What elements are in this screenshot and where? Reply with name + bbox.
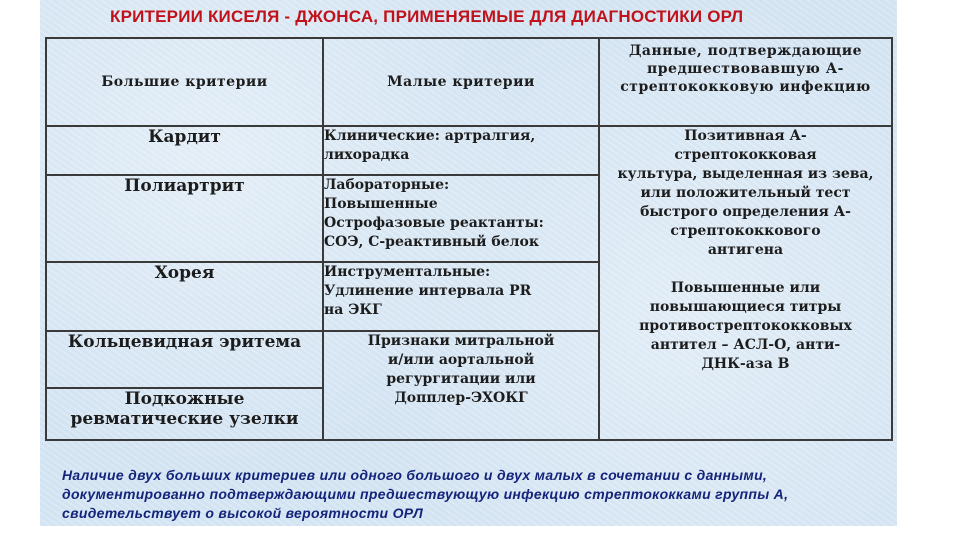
table-row: [46, 126, 892, 175]
header-evidence: Данные, подтверждающие предшествовавшую А-стрептококковую инфекцию: [599, 38, 892, 126]
footer-note: Наличие двух больших критериев или одного большого и двух малых в сочетании с данными, документированно подтверждающими предшествующую инфекцию стрептококками группы А, свидетельствует о высокой вероятности ОРЛ: [62, 467, 789, 521]
major-criterion-polyarthritis: Полиартрит: [46, 175, 323, 262]
table-header-row: [46, 38, 892, 126]
evidence-culture: Позитивная А- стрептококковая культура, выделенная из зева, или положительный тест быстрого определения А- стрептококкового антигена: [617, 128, 874, 258]
minor-criterion-clinical: Клинические: артралгия, лихорадка: [323, 126, 599, 175]
header-major-criteria: Большие критерии: [46, 38, 323, 126]
criteria-table: [45, 37, 893, 441]
major-criterion-erythema: Кольцевидная эритема: [46, 331, 323, 388]
slide: [40, 0, 897, 526]
major-criterion-carditis: Кардит: [46, 126, 323, 175]
evidence-cell: [599, 126, 892, 440]
header-minor-criteria: Малые критерии: [323, 38, 599, 126]
minor-criterion-doppler: Признаки митральной и/или аортальной регургитации или Допплер-ЭХОКГ: [323, 331, 599, 440]
minor-criterion-instrumental: Инструментальные: Удлинение интервала PR на ЭКГ: [323, 262, 599, 331]
major-criterion-nodules: Подкожные ревматические узелки: [46, 388, 323, 440]
minor-criterion-laboratory: Лабораторные: Повышенные Острофазовые реактанты: СОЭ, С-реактивный белок: [323, 175, 599, 262]
evidence-titers: Повышенные или повышающиеся титры противострептококковых антител – АСЛ-О, анти- ДНК-аза В: [639, 280, 852, 372]
slide-title: КРИТЕРИИ КИСЕЛЯ - ДЖОНСА, ПРИМЕНЯЕМЫЕ ДЛЯ ДИАГНОСТИКИ ОРЛ: [110, 7, 744, 26]
major-criterion-chorea: Хорея: [46, 262, 323, 331]
